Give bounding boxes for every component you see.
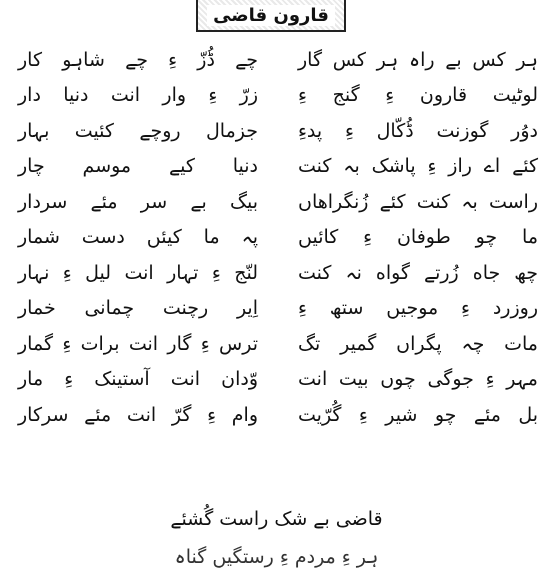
hemistich-first: دوُر گوزنت ڈُکّال ءِ پدءِ <box>298 119 538 142</box>
hemistich-first: کئے اے راز ءِ پاشک بہ کنت <box>298 155 538 178</box>
hemistich-first: چھ جاه زُرتے گواه نہ کنت <box>298 261 538 284</box>
hemistich-second: لنّج ءِ تہار انت لیل ءِ نہار <box>18 261 258 284</box>
poem-body <box>18 42 538 433</box>
couplet-row <box>18 326 538 362</box>
hemistich-first: لوٹیت قارون ءِ گنج ءِ <box>298 84 538 107</box>
hemistich-second: پہ ما کیئں دست شمار <box>18 226 258 249</box>
hemistich-first: مات چہ پگراں گمیر تگ <box>298 332 538 355</box>
title-box <box>196 0 346 32</box>
hemistich-first: روزرد ءِ موجیں ستھ ءِ <box>298 297 538 320</box>
couplet-row <box>18 149 538 185</box>
hemistich-second: زرّ ءِ وار انت دنیا دار <box>18 84 258 107</box>
hemistich-second: دنیا کیے موسم چار <box>18 155 258 178</box>
couplet-row <box>18 113 538 149</box>
closing-verse-second: ہر ءِ مردم ءِ رستگیں گناہ <box>174 546 379 568</box>
page-title: قارون قاضی <box>207 5 335 26</box>
closing-verse: قاضی بے شک راست گُشئے <box>170 508 383 530</box>
couplet-row <box>18 42 538 78</box>
hemistich-first: ہر کس بے راہ ہر کس گار <box>298 48 538 71</box>
couplet-row <box>18 255 538 291</box>
hemistich-first: مہر ءِ جوگی چوں بیت انت <box>298 368 538 391</box>
hemistich-second: ترس ءِ گار انت برات ءِ گمار <box>18 332 258 355</box>
hemistich-second: بیگ بے سر مئے سردار <box>18 190 258 213</box>
couplet-row <box>18 397 538 433</box>
hemistich-second: چے ڈُزّ ءِ چے شاہو کار <box>18 48 258 71</box>
couplet-row <box>18 362 538 398</box>
hemistich-first: ما چو طوفان ءِ کائیں <box>298 226 538 249</box>
hemistich-first: راست بہ کنت کئے زُنگراهاں <box>298 190 538 213</box>
hemistich-second: جزمال روچے کئیت بہار <box>18 119 258 142</box>
hemistich-second: وّدان انت آستینک ءِ مار <box>18 368 258 391</box>
couplet-row <box>18 291 538 327</box>
hemistich-second: اِیر رچنت چمانی خمار <box>18 297 258 320</box>
hemistich-first: بل مئے چو شیر ءِ گُرّیت <box>298 403 538 426</box>
couplet-row <box>18 220 538 256</box>
hemistich-second: وام ءِ گرّ انت مئے سرکار <box>18 403 258 426</box>
couplet-row <box>18 78 538 114</box>
couplet-row <box>18 184 538 220</box>
